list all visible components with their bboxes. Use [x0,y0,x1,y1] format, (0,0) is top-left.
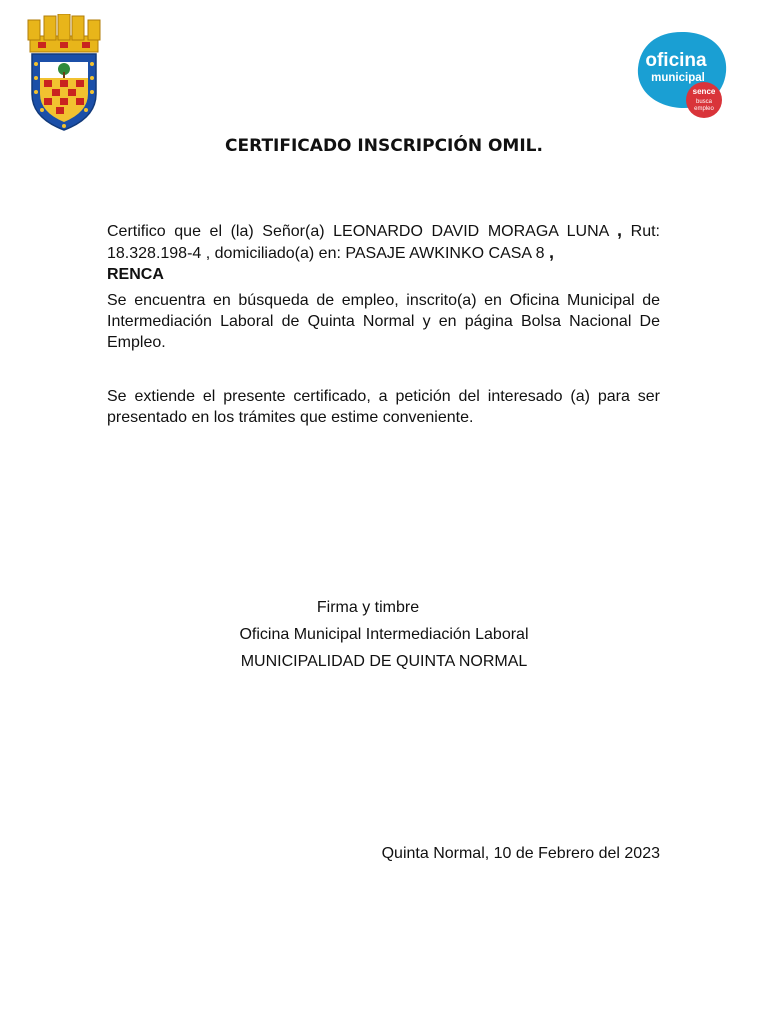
employment-status-paragraph: Se encuentra en búsqueda de empleo, inscrito(a) en Oficina Municipal de Intermediación Laboral de Quinta Normal y en página Bolsa Nacional De Empleo. [107,292,660,351]
oficina-municipal-logo [634,30,730,120]
document-title: CERTIFICADO INSCRIPCIÓN OMIL. [225,136,543,156]
logo-sub2: empleo [694,106,714,112]
municipal-crest-icon [24,14,104,132]
purpose-paragraph: Se extiende el presente certificado, a petición del interesado (a) para ser presentado en los trámites que estime conveniente. [107,388,660,426]
certification-paragraph [107,220,660,285]
logo-sub-brand: sence [692,87,716,96]
signature-line-1: Firma y timbre [316,599,420,616]
signature-line-2: Oficina Municipal Intermediación Laboral [239,626,529,643]
comma-2: , [549,242,555,262]
comma-1: , [617,220,623,240]
signature-line-3: MUNICIPALIDAD DE QUINTA NORMAL [240,653,528,670]
logo-line2: municipal [651,72,705,84]
rut-and-address: Rut: 18.328.198-4 , domiciliado(a) en: PASAJE AWKINKO CASA 8 [107,223,660,262]
issue-date: Quinta Normal, 10 de Febrero del 2023 [381,845,660,862]
logo-sub1: busca [695,99,713,105]
comuna: RENCA [107,266,164,283]
logo-line1: oficina [645,50,707,71]
certification-intro: Certifico que el (la) Señor(a) LEONARDO DAVID MORAGA LUNA [107,223,609,240]
